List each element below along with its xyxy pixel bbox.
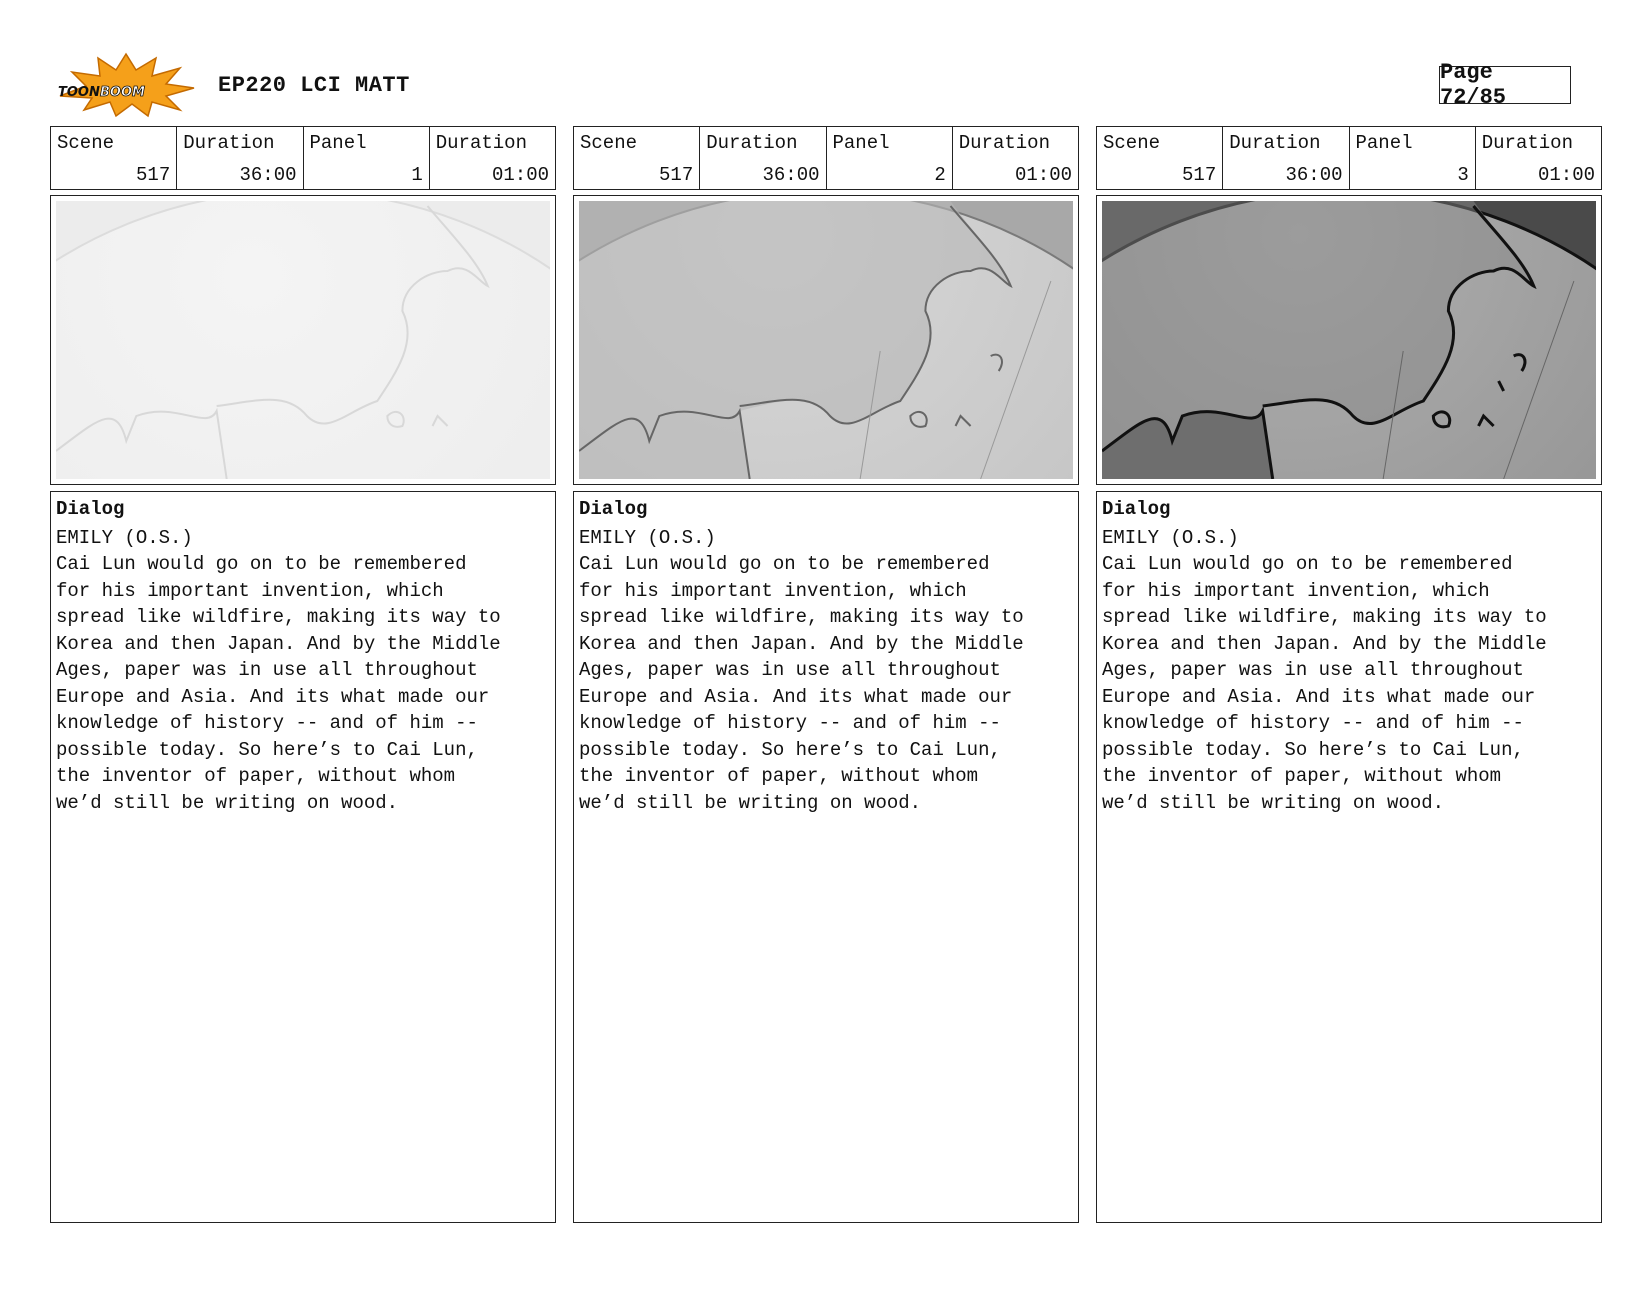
panel-header <box>573 126 1079 190</box>
panel-image <box>50 195 556 485</box>
duration-value: 36:00 <box>762 164 820 186</box>
panel-duration-cell <box>953 127 1078 189</box>
dialog-line: Ages, paper was in use all throughout <box>1102 659 1524 681</box>
duration-value: 36:00 <box>1285 164 1343 186</box>
dialog-line: we’d still be writing on wood. <box>56 791 399 814</box>
storyboard-panel-2 <box>573 126 1079 1223</box>
toonboom-logo <box>54 52 198 118</box>
panel-cell <box>827 127 953 189</box>
dialog-line: possible today. So here’s to Cai Lun, <box>1102 738 1524 761</box>
dialog-line: Cai Lun would go on to be remembered <box>579 553 990 575</box>
dialog-line: spread like wildfire, making its way to <box>579 606 1024 628</box>
dialog-line: Europe and Asia. And its what made our <box>1102 685 1536 708</box>
panel-label: Panel <box>1355 132 1413 154</box>
page-indicator: Page 72/85 <box>1439 66 1571 104</box>
panel-duration-label: Duration <box>958 132 1050 154</box>
dialog-line: possible today. So here’s to Cai Lun, <box>56 738 478 761</box>
dialog-line: the inventor of paper, without whom <box>56 765 456 787</box>
scene-duration-cell <box>177 127 303 189</box>
duration-label: Duration <box>706 132 798 154</box>
dialog-line: the inventor of paper, without whom <box>579 765 979 787</box>
panel-duration-cell <box>1476 127 1601 189</box>
dialog-speaker: EMILY (O.S.) <box>579 526 716 549</box>
dialog-line: Cai Lun would go on to be remembered <box>1102 553 1513 575</box>
duration-value: 36:00 <box>239 164 297 186</box>
panel-value: 2 <box>934 164 946 186</box>
dialog-line: for his important invention, which <box>56 579 444 602</box>
svg-text:TOON: TOON <box>58 85 100 100</box>
globe-asia-drawing <box>579 201 1073 479</box>
dialog-line: the inventor of paper, without whom <box>1102 765 1502 787</box>
panel-value: 1 <box>411 164 423 186</box>
panel-image <box>1096 195 1602 485</box>
dialog-line: Ages, paper was in use all throughout <box>56 659 478 681</box>
dialog-line: spread like wildfire, making its way to <box>56 606 501 628</box>
panel-value: 3 <box>1457 164 1469 186</box>
panel-cell <box>304 127 430 189</box>
scene-duration-cell <box>700 127 826 189</box>
panel-header <box>1096 126 1602 190</box>
panel-cell <box>1350 127 1476 189</box>
dialog-heading: Dialog <box>579 498 648 520</box>
panel-header <box>50 126 556 190</box>
panel-duration-label: Duration <box>1481 132 1573 154</box>
dialog-box <box>573 491 1079 1223</box>
duration-label: Duration <box>183 132 275 154</box>
dialog-line: knowledge of history -- and of him -- <box>56 712 478 734</box>
panel-duration-value: 01:00 <box>491 164 549 186</box>
dialog-speaker: EMILY (O.S.) <box>1102 526 1239 549</box>
globe-asia-drawing <box>56 201 550 479</box>
dialog-heading: Dialog <box>1102 498 1171 520</box>
dialog-box <box>1096 491 1602 1223</box>
scene-duration-cell <box>1223 127 1349 189</box>
globe-asia-drawing <box>1102 201 1596 479</box>
dialog-line: we’d still be writing on wood. <box>579 791 922 814</box>
dialog-line: Korea and then Japan. And by the Middle <box>579 632 1024 655</box>
dialog-line: possible today. So here’s to Cai Lun, <box>579 738 1001 761</box>
dialog-line: Europe and Asia. And its what made our <box>56 685 490 708</box>
duration-label: Duration <box>1229 132 1321 154</box>
storyboard-panel-3 <box>1096 126 1602 1223</box>
scene-label: Scene <box>580 132 638 154</box>
panel-duration-value: 01:00 <box>1014 164 1072 186</box>
panel-label: Panel <box>309 132 367 154</box>
dialog-line: Korea and then Japan. And by the Middle <box>1102 632 1547 655</box>
scene-cell <box>1097 127 1223 189</box>
scene-label: Scene <box>57 132 115 154</box>
dialog-line: Ages, paper was in use all throughout <box>579 659 1001 681</box>
dialog-line: we’d still be writing on wood. <box>1102 791 1445 814</box>
dialog-line: knowledge of history -- and of him -- <box>579 712 1001 734</box>
panel-image <box>573 195 1079 485</box>
dialog-line: for his important invention, which <box>1102 579 1490 602</box>
dialog-heading: Dialog <box>56 498 125 520</box>
scene-cell <box>574 127 700 189</box>
episode-title: EP220 LCI MATT <box>218 73 410 98</box>
dialog-line: Cai Lun would go on to be remembered <box>56 553 467 575</box>
panel-duration-label: Duration <box>435 132 527 154</box>
dialog-line: Korea and then Japan. And by the Middle <box>56 632 501 655</box>
scene-value: 517 <box>659 164 694 186</box>
svg-text:BOOM: BOOM <box>100 85 145 100</box>
panel-duration-value: 01:00 <box>1537 164 1595 186</box>
dialog-speaker: EMILY (O.S.) <box>56 526 193 549</box>
dialog-line: Europe and Asia. And its what made our <box>579 685 1013 708</box>
panel-duration-cell <box>430 127 555 189</box>
scene-value: 517 <box>136 164 171 186</box>
dialog-box <box>50 491 556 1223</box>
dialog-line: knowledge of history -- and of him -- <box>1102 712 1524 734</box>
scene-label: Scene <box>1103 132 1161 154</box>
dialog-line: for his important invention, which <box>579 579 967 602</box>
scene-cell <box>51 127 177 189</box>
panel-label: Panel <box>832 132 890 154</box>
dialog-line: spread like wildfire, making its way to <box>1102 606 1547 628</box>
storyboard-panel-1 <box>50 126 556 1223</box>
scene-value: 517 <box>1182 164 1217 186</box>
